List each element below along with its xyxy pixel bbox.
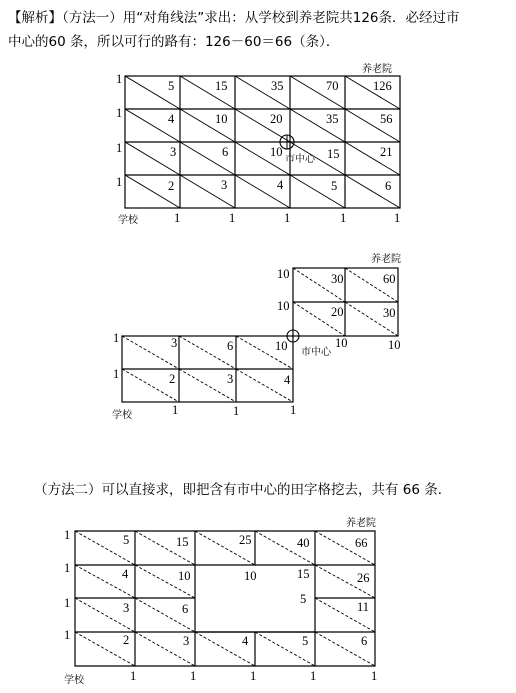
- nursing-home-label: 养老院: [371, 254, 401, 265]
- fig3-value: 15: [297, 567, 310, 581]
- city-center-label: 市中心: [301, 347, 331, 358]
- fig1-value: 6: [222, 145, 229, 159]
- fig1-value: 15: [215, 79, 228, 93]
- fig2-value: 3: [171, 336, 178, 350]
- fig1-value: 6: [385, 179, 392, 193]
- figure-3: [75, 531, 375, 666]
- fig2-value: 60: [383, 272, 396, 286]
- fig2-value: 3: [227, 372, 234, 386]
- fig3-value: 6: [361, 634, 368, 648]
- fig3-bottom-one: 1: [310, 669, 317, 683]
- fig3-left-one: 1: [64, 561, 71, 575]
- fig1-value: 21: [380, 145, 393, 159]
- fig2-value: 4: [284, 373, 291, 387]
- fig1-value: 10: [270, 145, 283, 159]
- fig1-bottom-one: 1: [394, 211, 401, 225]
- fig2-left-ten: 10: [277, 299, 290, 313]
- figure-3-values: [64, 516, 377, 686]
- fig1-left-one: 1: [116, 141, 123, 155]
- fig1-value: 35: [271, 79, 284, 93]
- method-two-text: （方法二）可以直接求，即把含有市中心的田字格挖去，共有 66 条．: [34, 482, 452, 498]
- fig3-value: 11: [357, 600, 370, 614]
- fig2-left-one: 1: [113, 331, 120, 345]
- fig1-value: 15: [327, 147, 340, 161]
- fig1-bottom-one: 1: [284, 211, 291, 225]
- fig1-value: 4: [168, 112, 175, 126]
- fig2-bottom-ten: 10: [335, 336, 348, 350]
- fig1-value: 5: [331, 179, 338, 193]
- figure-1: [125, 76, 400, 208]
- nursing-home-label: 养老院: [362, 64, 392, 75]
- fig2-bottom-one: 1: [172, 403, 179, 417]
- fig2-bottom-one: 1: [290, 403, 297, 417]
- fig3-value: 4: [242, 634, 249, 648]
- fig2-value: 20: [331, 305, 344, 319]
- fig3-bottom-one: 1: [250, 669, 257, 683]
- fig2-value: 6: [227, 339, 234, 353]
- fig3-value: 6: [182, 602, 189, 616]
- fig3-value: 3: [123, 601, 130, 615]
- fig3-value: 5: [123, 533, 130, 547]
- city-center-label: 市中心: [285, 154, 315, 165]
- fig3-bottom-one: 1: [371, 669, 378, 683]
- fig2-value: 30: [331, 272, 344, 286]
- fig1-value: 35: [326, 112, 339, 126]
- fig3-value: 4: [122, 567, 129, 581]
- figure-2: [122, 268, 398, 402]
- fig2-bottom-one: 1: [233, 404, 240, 418]
- fig1-value: 2: [168, 179, 175, 193]
- nursing-home-label: 养老院: [346, 518, 376, 529]
- fig3-left-one: 1: [64, 528, 71, 542]
- figure-1-values: [116, 62, 400, 226]
- fig2-bottom-ten: 10: [388, 338, 401, 352]
- fig1-value: 3: [170, 145, 177, 159]
- fig2-value: 30: [383, 306, 396, 320]
- fig1-left-one: 1: [116, 72, 123, 86]
- fig3-left-one: 1: [64, 628, 71, 642]
- fig1-value: 56: [380, 112, 393, 126]
- fig1-value: 126: [373, 79, 392, 93]
- solution-line-1: 【解析】（方法一）用“对角线法”求出：从学校到养老院共126条．必经过市: [8, 10, 460, 26]
- fig1-left-one: 1: [116, 175, 123, 189]
- fig1-value: 10: [215, 112, 228, 126]
- fig3-value: 40: [297, 536, 310, 550]
- fig3-left-one: 1: [64, 596, 71, 610]
- school-label: 学校: [112, 410, 132, 421]
- fig1-bottom-one: 1: [174, 211, 181, 225]
- fig3-value: 25: [239, 533, 252, 547]
- solution-line-2: 中心的60 条，所以可行的路有：126－60＝66（条）．: [8, 34, 340, 50]
- school-label: 学校: [118, 215, 138, 226]
- fig1-bottom-one: 1: [340, 211, 347, 225]
- fig3-bottom-one: 1: [190, 669, 197, 683]
- fig3-value: 3: [183, 634, 190, 648]
- fig1-value: 20: [270, 112, 283, 126]
- fig1-left-one: 1: [116, 106, 123, 120]
- fig3-value: 15: [176, 535, 189, 549]
- fig2-left-one: 1: [113, 367, 120, 381]
- fig1-bottom-one: 1: [229, 211, 236, 225]
- fig1-value: 70: [326, 79, 339, 93]
- fig3-value: 26: [357, 571, 370, 585]
- fig3-value: 10: [178, 569, 191, 583]
- fig3-bottom-one: 1: [130, 669, 137, 683]
- fig1-value: 5: [168, 79, 175, 93]
- fig1-value: 4: [277, 178, 284, 192]
- fig1-value: 3: [221, 178, 228, 192]
- fig3-value: 5: [302, 634, 309, 648]
- fig3-value: 10: [244, 569, 257, 583]
- fig3-value: 2: [123, 633, 130, 647]
- fig2-value: 2: [169, 372, 176, 386]
- fig3-value: 66: [355, 536, 368, 550]
- fig3-value: 5: [300, 592, 307, 606]
- fig2-value: 10: [275, 339, 288, 353]
- school-label: 学校: [64, 675, 84, 686]
- fig2-left-ten: 10: [277, 267, 290, 281]
